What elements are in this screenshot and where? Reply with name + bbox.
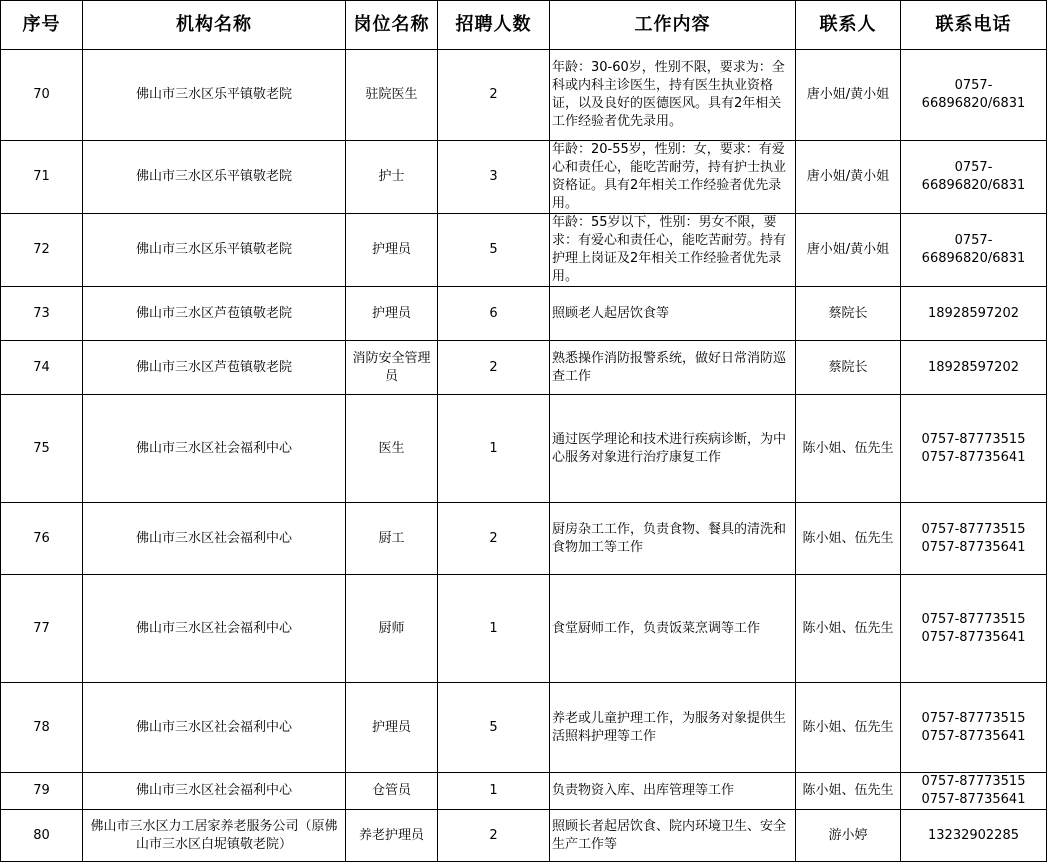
- cell-position: 护理员: [346, 683, 438, 773]
- phone-line-2: 0757-87735641: [921, 728, 1026, 744]
- table-row: [1, 810, 1047, 862]
- table-row: [1, 287, 1047, 341]
- cell-position: 厨师: [346, 575, 438, 683]
- cell-no: 70: [1, 50, 83, 141]
- cell-count: 1: [438, 395, 550, 503]
- cell-count: 5: [438, 683, 550, 773]
- header-phone: 联系电话: [901, 1, 1047, 50]
- cell-content: 厨房杂工工作，负责食物、餐具的清洗和食物加工等工作: [550, 503, 796, 575]
- cell-count: 3: [438, 141, 550, 214]
- cell-position: 消防安全管理员: [346, 341, 438, 395]
- header-org: 机构名称: [83, 1, 346, 50]
- cell-content: 年龄：20-55岁，性别：女，要求：有爱心和责任心，能吃苦耐劳，持有护士执业资格证。具有2年相关工作经验者优先录用。: [550, 141, 796, 214]
- cell-org: 佛山市三水区乐平镇敬老院: [83, 141, 346, 214]
- phone-line-2: 0757-87735641: [921, 449, 1026, 465]
- cell-no: 80: [1, 810, 83, 862]
- cell-no: 73: [1, 287, 83, 341]
- header-position: 岗位名称: [346, 1, 438, 50]
- cell-no: 72: [1, 214, 83, 287]
- cell-phone: [901, 575, 1047, 683]
- cell-contact: 唐小姐/黄小姐: [796, 50, 901, 141]
- cell-phone: [901, 50, 1047, 141]
- cell-org: 佛山市三水区力工居家养老服务公司（原佛山市三水区白坭镇敬老院）: [83, 810, 346, 862]
- cell-org: 佛山市三水区芦苞镇敬老院: [83, 287, 346, 341]
- cell-phone: [901, 141, 1047, 214]
- cell-contact: 陈小姐、伍先生: [796, 395, 901, 503]
- cell-no: 79: [1, 773, 83, 810]
- cell-org: 佛山市三水区社会福利中心: [83, 683, 346, 773]
- cell-position: 护士: [346, 141, 438, 214]
- phone-line-1: 0757-: [954, 78, 993, 93]
- cell-contact: 唐小姐/黄小姐: [796, 141, 901, 214]
- phone-line-1: 0757-87773515: [921, 521, 1026, 537]
- cell-position: 医生: [346, 395, 438, 503]
- cell-phone: [901, 287, 1047, 341]
- cell-content: 年龄：55岁以下，性别：男女不限，要求：有爱心和责任心，能吃苦耐劳。持有护理上岗证及2年相关工作经验者优先录用。: [550, 214, 796, 287]
- cell-contact: 陈小姐、伍先生: [796, 773, 901, 810]
- cell-org: 佛山市三水区社会福利中心: [83, 773, 346, 810]
- cell-phone: [901, 214, 1047, 287]
- cell-content: 养老或儿童护理工作，为服务对象提供生活照料护理等工作: [550, 683, 796, 773]
- table-row: [1, 773, 1047, 810]
- cell-count: 2: [438, 503, 550, 575]
- table-row: [1, 141, 1047, 214]
- cell-no: 75: [1, 395, 83, 503]
- cell-org: 佛山市三水区社会福利中心: [83, 395, 346, 503]
- cell-count: 2: [438, 341, 550, 395]
- phone-line-2: 0757-87735641: [921, 629, 1026, 645]
- cell-position: 驻院医生: [346, 50, 438, 141]
- cell-no: 74: [1, 341, 83, 395]
- cell-contact: 游小婷: [796, 810, 901, 862]
- cell-phone: [901, 773, 1047, 810]
- phone-line-1: 0757-87773515: [921, 710, 1026, 726]
- cell-contact: 陈小姐、伍先生: [796, 575, 901, 683]
- cell-count: 1: [438, 575, 550, 683]
- phone-line-1: 0757-: [954, 160, 993, 175]
- cell-position: 护理员: [346, 287, 438, 341]
- cell-phone: [901, 503, 1047, 575]
- cell-contact: 蔡院长: [796, 341, 901, 395]
- table-row: [1, 575, 1047, 683]
- cell-position: 厨工: [346, 503, 438, 575]
- cell-position: 养老护理员: [346, 810, 438, 862]
- table-row: [1, 683, 1047, 773]
- cell-count: 5: [438, 214, 550, 287]
- cell-content: 负责物资入库、出库管理等工作: [550, 773, 796, 810]
- table-row: [1, 503, 1047, 575]
- cell-phone: [901, 683, 1047, 773]
- table-row: [1, 341, 1047, 395]
- phone-line-1: 18928597202: [928, 305, 1019, 321]
- phone-line-1: 18928597202: [928, 359, 1019, 375]
- cell-content: 照顾老人起居饮食等: [550, 287, 796, 341]
- cell-contact: 陈小姐、伍先生: [796, 683, 901, 773]
- cell-count: 6: [438, 287, 550, 341]
- header-count: 招聘人数: [438, 1, 550, 50]
- phone-line-1: 0757-: [954, 233, 993, 248]
- cell-content: 通过医学理论和技术进行疾病诊断，为中心服务对象进行治疗康复工作: [550, 395, 796, 503]
- cell-org: 佛山市三水区乐平镇敬老院: [83, 214, 346, 287]
- header-content: 工作内容: [550, 1, 796, 50]
- cell-org: 佛山市三水区社会福利中心: [83, 503, 346, 575]
- cell-contact: 蔡院长: [796, 287, 901, 341]
- cell-no: 76: [1, 503, 83, 575]
- cell-position: 仓管员: [346, 773, 438, 810]
- cell-content: 熟悉操作消防报警系统，做好日常消防巡查工作: [550, 341, 796, 395]
- phone-line-2: 66896820/6831: [921, 96, 1026, 111]
- phone-line-1: 0757-87773515: [921, 611, 1026, 627]
- cell-contact: 陈小姐、伍先生: [796, 503, 901, 575]
- cell-phone: [901, 810, 1047, 862]
- cell-no: 78: [1, 683, 83, 773]
- phone-line-2: 66896820/6831: [921, 178, 1026, 193]
- cell-contact: 唐小姐/黄小姐: [796, 214, 901, 287]
- cell-no: 71: [1, 141, 83, 214]
- cell-content: 年龄：30-60岁，性别不限，要求为：全科或内科主诊医生，持有医生执业资格证，以及良好的医德医风。具有2年相关工作经验者优先录用。: [550, 50, 796, 141]
- cell-no: 77: [1, 575, 83, 683]
- cell-org: 佛山市三水区社会福利中心: [83, 575, 346, 683]
- cell-org: 佛山市三水区芦苞镇敬老院: [83, 341, 346, 395]
- header-contact: 联系人: [796, 1, 901, 50]
- phone-line-1: 13232902285: [928, 827, 1019, 843]
- cell-count: 2: [438, 810, 550, 862]
- cell-phone: [901, 395, 1047, 503]
- cell-content: 食堂厨师工作，负责饭菜烹调等工作: [550, 575, 796, 683]
- cell-content: 照顾长者起居饮食、院内环境卫生、安全生产工作等: [550, 810, 796, 862]
- cell-count: 2: [438, 50, 550, 141]
- header-row: [1, 1, 1047, 50]
- phone-line-2: 66896820/6831: [921, 251, 1026, 266]
- table-row: [1, 395, 1047, 503]
- cell-phone: [901, 341, 1047, 395]
- table-row: [1, 214, 1047, 287]
- table-row: [1, 50, 1047, 141]
- phone-line-2: 0757-87735641: [921, 792, 1026, 807]
- phone-line-1: 0757-87773515: [921, 431, 1026, 447]
- phone-line-1: 0757-87773515: [921, 774, 1026, 789]
- header-no: 序号: [1, 1, 83, 50]
- cell-org: 佛山市三水区乐平镇敬老院: [83, 50, 346, 141]
- phone-line-2: 0757-87735641: [921, 539, 1026, 555]
- cell-position: 护理员: [346, 214, 438, 287]
- cell-count: 1: [438, 773, 550, 810]
